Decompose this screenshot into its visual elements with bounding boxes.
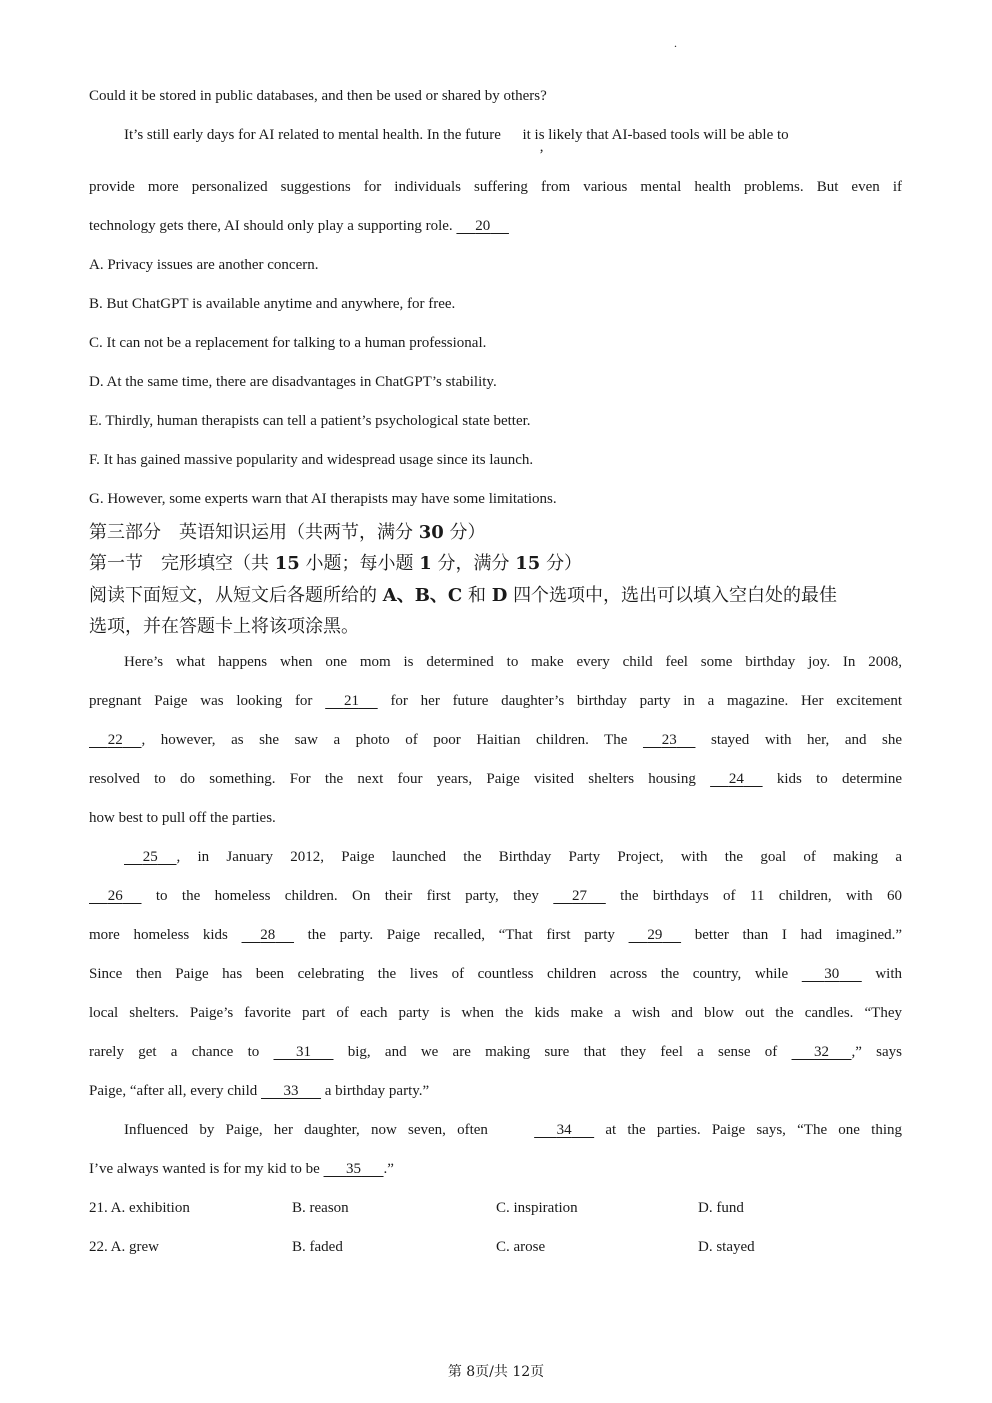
blank-26: 26 — [107, 888, 123, 904]
blank-29: 29 — [647, 927, 663, 943]
question-22-d: D. stayed — [698, 1239, 755, 1255]
passage-line: It’s still early days for AI related to mental health. In the future , it is likely that AI-based tools will be able to — [124, 127, 789, 155]
question-22-c: C. arose — [496, 1239, 546, 1255]
blank-34: 34 — [556, 1122, 572, 1138]
question-21-d: D. fund — [698, 1200, 744, 1216]
question-22-a: 22. A. grew — [89, 1239, 159, 1255]
blank-23: 23 — [661, 732, 677, 748]
option-b: B. But ChatGPT is available anytime and anywhere, for free. — [89, 296, 456, 312]
cloze-line: 26 to the homeless children. On their first party, they 27 the birthdays of 11 children, with 60 — [89, 886, 902, 906]
page-number: 第 8页/共 12页 — [447, 1364, 545, 1380]
cloze-line: 25 , in January 2012, Paige launched the Birthday Party Project, with the goal of making a — [89, 847, 902, 867]
option-d: D. At the same time, there are disadvantages in ChatGPT’s stability. — [89, 374, 497, 390]
option-c: C. It can not be a replacement for talking to a human professional. — [89, 335, 487, 351]
option-f: F. It has gained massive popularity and widespread usage since its launch. — [89, 452, 534, 468]
cloze-line: Paige, “after all, every child 33 a birthday party.” — [89, 1083, 430, 1099]
section-title: 第三部分 英语知识运用（共两节，满分 30 分） — [89, 522, 486, 543]
question-21-a: 21. A. exhibition — [89, 1200, 190, 1216]
blank-24: 24 — [728, 771, 744, 787]
blank-22: 22 — [107, 732, 123, 748]
passage-line: provide more personalized suggestions for individuals suffering from various mental health problems. But even if — [89, 179, 902, 195]
question-21-b: B. reason — [292, 1200, 349, 1216]
passage-line: Could it be stored in public databases, and then be used or shared by others? — [89, 88, 547, 104]
option-e: E. Thirdly, human therapists can tell a patient’s psychological state better. — [89, 413, 531, 429]
cloze-line: I’ve always wanted is for my kid to be 35 .” — [89, 1161, 394, 1177]
cloze-line: Influenced by Paige, her daughter, now seven, often 34 at the parties. Paige says, “The one thing — [124, 1122, 902, 1138]
option-a: A. Privacy issues are another concern. — [89, 257, 319, 273]
corner-mark: . — [674, 36, 677, 50]
blank-25: 25 — [142, 849, 158, 865]
instructions: 阅读下面短文，从短文后各题所给的 A、B、C 和 D 四个选项中，选出可以填入空白处的最佳 — [89, 585, 838, 606]
question-21-c: C. inspiration — [496, 1200, 578, 1216]
cloze-line: rarely get a chance to 31 big, and we are making sure that they feel a sense of 32 ,” says — [89, 1044, 903, 1060]
cloze-line: resolved to do something. For the next four years, Paige visited shelters housing 24 kids to determine — [89, 771, 903, 787]
section-subtitle: 第一节 完形填空（共 15 小题；每小题 1 分，满分 15 分） — [89, 553, 583, 574]
blank-20: 20 — [475, 218, 491, 234]
cloze-line: 22 , however, as she saw a photo of poor Haitian children. The 23 stayed with her, and she — [89, 730, 902, 750]
cloze-line: local shelters. Paige’s favorite part of each party is when the kids make a wish and blow out the candles. “They — [89, 1005, 902, 1021]
question-22-b: B. faded — [292, 1239, 343, 1255]
option-g: G. However, some experts warn that AI therapists may have some limitations. — [89, 491, 557, 507]
blank-32: 32 — [814, 1044, 830, 1060]
cloze-line: Here’s what happens when one mom is determined to make every child feel some birthday joy. In 2008, — [124, 654, 902, 670]
cloze-line: more homeless kids 28 the party. Paige recalled, “That first party 29 better than I had imagined.” — [89, 927, 903, 943]
blank-31: 31 — [296, 1044, 311, 1060]
cloze-line: Since then Paige has been celebrating the lives of countless children across the country, while 30 with — [89, 966, 903, 982]
blank-28: 28 — [260, 927, 276, 943]
blank-35: 35 — [346, 1161, 362, 1177]
blank-30: 30 — [824, 966, 840, 982]
cloze-line: how best to pull off the parties. — [89, 810, 276, 826]
blank-27: 27 — [572, 888, 588, 904]
blank-33: 33 — [283, 1083, 299, 1099]
cloze-line: pregnant Paige was looking for 21 for her future daughter’s birthday party in a magazine. Her excitement — [89, 693, 903, 709]
blank-21: 21 — [343, 693, 359, 709]
instructions-line2: 选项，并在答题卡上将该项涂黑。 — [89, 616, 359, 637]
passage-line: technology gets there, AI should only play a supporting role. 20 — [89, 216, 902, 236]
